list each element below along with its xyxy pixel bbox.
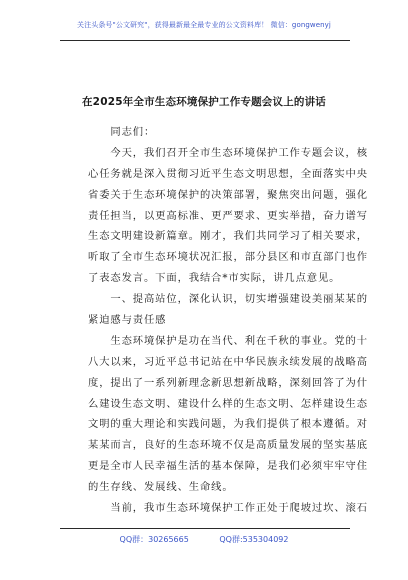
body-line: 听取了全市生态环境状况汇报，部分县区和市直部门也作 <box>88 251 368 264</box>
body-line: 心任务就是深入贯彻习近平生态文明思想，全面落实中央 <box>88 167 368 180</box>
body-line: 某某而言，良好的生态环境不仅是高质量发展的坚实基底 <box>88 439 368 452</box>
header-banner: 关注头条号"公文研究"，获得最新最全最专业的公文资料库！ 微信：gongwenyj <box>77 21 331 29</box>
body-line: 度，提出了一系列新理念新思想新战略，深刻回答了为什 <box>88 376 368 389</box>
body-line: 今天，我们召开全市生态环境保护工作专题会议，核 <box>88 146 368 159</box>
body-line: 么建设生态文明、建设什么样的生态文明、怎样建设生态 <box>88 397 368 410</box>
body-line: 生态文明建设新篇章。刚才，我们共同学习了相关要求， <box>88 230 368 243</box>
footer <box>0 534 408 545</box>
body-line: 文明的重大理论和实践问题，为我们提供了根本遵循。对 <box>88 418 368 431</box>
document-body <box>88 122 368 519</box>
body-line: 同志们： <box>88 126 156 138</box>
footer-qq-group-1: QQ群：30265665 <box>119 535 189 544</box>
body-line: 紧迫感与责任感 <box>88 314 167 327</box>
body-line: 了表态发言。下面，我结合*市实际，讲几点意见。 <box>88 272 341 285</box>
footer-qq-group-2: QQ群:535304092 <box>219 535 289 544</box>
document-title: 在2025年全市生态环境保护工作专题会议上的讲话 <box>81 96 327 108</box>
body-line: 生态环境保护是功在当代、利在千秋的事业。党的十 <box>88 334 368 347</box>
body-line: 责任担当，以更高标准、更严要求、更实举措，奋力谱写 <box>88 209 368 222</box>
body-line: 的生存线、发展线、生命线。 <box>88 481 234 494</box>
body-line: 当前，我市生态环境保护工作正处于爬坡过坎、滚石 <box>88 502 368 515</box>
footer-divider <box>60 528 350 529</box>
body-line: 省委关于生态环境保护的决策部署，聚焦突出问题，强化 <box>88 188 368 201</box>
body-line: 八大以来，习近平总书记站在中华民族永续发展的战略高 <box>88 355 368 368</box>
header-divider <box>60 40 350 41</box>
body-line: 更是全市人民幸福生活的基本保障，是我们必须牢牢守住 <box>88 460 368 473</box>
body-line: 一、提高站位，深化认识，切实增强建设美丽某某的 <box>88 293 368 306</box>
